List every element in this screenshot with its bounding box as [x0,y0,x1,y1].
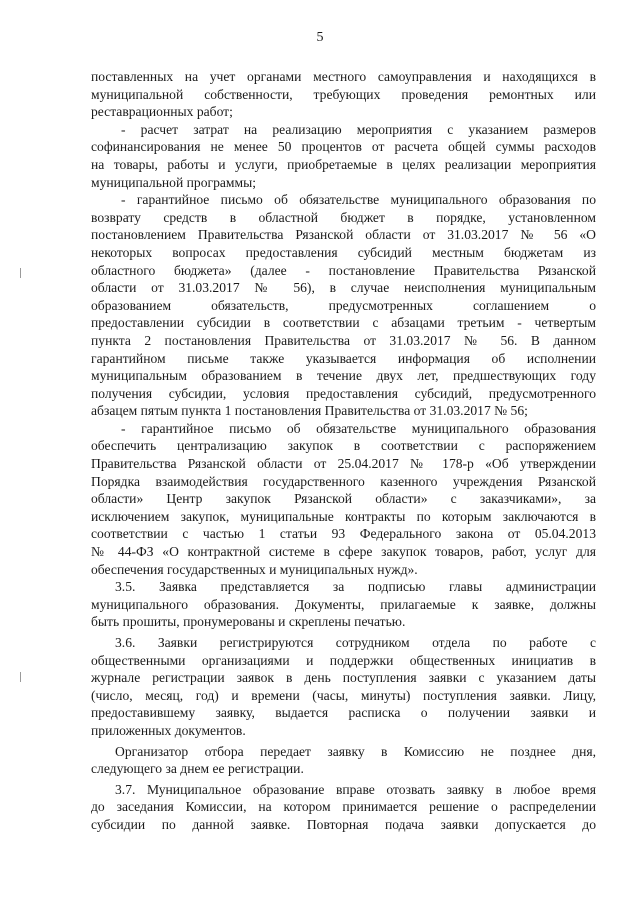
text-line: - гарантийное письмо об обязательстве муниципального образования [121,420,596,436]
text-line: быть прошиты, пронумерованы и скреплены печатью. [91,614,406,630]
text-line: Порядка взаимодействия государственного казенного учреждения Рязанской [91,473,596,489]
paragraph [91,743,596,778]
paragraph [91,191,596,420]
paragraph-3-7 [91,781,596,834]
text-line: приложенных документов. [91,722,246,738]
text-line: постановлением Правительства Рязанской области от 31.03.2017 № 56 «О [91,227,596,243]
text-line: Организатор отбора передает заявку в Комиссию не позднее дня, [115,743,596,759]
paragraph [91,68,596,121]
text-line: обеспечения государственных и муниципальных нужд». [91,561,418,577]
text-line: муниципальным образованием в течение двух лет, предшествующих году [91,368,596,384]
text-line: - расчет затрат на реализацию мероприятия с указанием размеров [121,121,596,137]
text-line: до заседания Комиссии, на котором принимается решение о распределении [91,799,596,815]
left-margin-mark [20,268,21,278]
text-line: 3.5. Заявка представляется за подписью главы администрации [115,579,596,595]
text-line: на товары, работы и услуги, приобретаемые в целях реализации мероприятия [91,156,596,172]
text-line: возврату средств в областной бюджет в порядке, установленном [91,209,596,225]
text-line: области от 31.03.2017 № 56), в случае неисполнения муниципальным [91,280,596,296]
text-line: следующего за днем ее регистрации. [91,761,304,777]
text-line: области» Центр закупок Рязанской области» с заказчиками», за [91,491,596,507]
paragraph [91,420,596,578]
text-line: областного бюджета» (далее - постановление Правительства Рязанской [91,262,596,278]
text-line: № 44-ФЗ «О контрактной системе в сфере закупок товаров, работ, услуг для [91,544,596,560]
text-line: предоставившему заявку, выдается расписка о получении заявки и [91,705,596,721]
text-line: пункта 2 постановления Правительства от 31.03.2017 № 56. В данном [91,332,596,348]
text-line: абзацем пятым пункта 1 постановления Правительства от 31.03.2017 № 56; [91,403,528,419]
text-line: обеспечить централизацию закупок в соответствии с распоряжением [91,438,596,454]
text-line: (число, месяц, год) и времени (часы, минуты) поступления заявки. Лицу, [91,687,596,703]
text-line: 3.7. Муниципальное образование вправе отозвать заявку в любое время [115,781,596,797]
text-line: субсидии по данной заявке. Повторная подача заявки допускается до [91,816,596,832]
text-line: софинансирования не менее 50 процентов от расчета общей суммы расходов [91,139,596,155]
document-body [91,68,596,834]
paragraph-3-5 [91,578,596,631]
text-line: - гарантийное письмо об обязательстве муниципального образования по [121,192,596,208]
text-line: журнале регистрации заявок в день поступления заявки с указанием даты [91,670,596,686]
text-line: муниципального образования. Документы, прилагаемые к заявке, должны [91,596,596,612]
text-line: получения субсидии, условия предоставления субсидий, предусмотренного [91,385,596,401]
text-line: муниципальной собственности, требующих проведения ремонтных или [91,86,596,102]
text-line: Правительства Рязанской области от 25.04.2017 № 178-р «Об утверждении [91,456,596,472]
left-margin-mark [20,672,21,682]
text-line: гарантийном письме также указывается информация об исполнении [91,350,596,366]
page-number: 5 [316,30,324,45]
paragraph-3-6 [91,634,596,740]
text-line: 3.6. Заявки регистрируются сотрудником отдела по работе с [115,635,596,650]
paragraph [91,121,596,191]
text-line: соответствии с частью 1 статьи 93 Федерального закона от 05.04.2013 [91,526,596,542]
text-line: предоставлении субсидии в соответствии с абзацами третьим - четвертым [91,315,596,331]
text-line: некоторых вопросах предоставления субсидий местным бюджетам из [91,244,596,260]
text-line: образованием обязательств, предусмотренных соглашением о [91,297,596,313]
text-line: исключением закупок, муниципальные контракты по которым заключаются в [91,508,596,524]
text-line: муниципальной программы; [91,174,257,190]
text-line: поставленных на учет органами местного самоуправления и находящихся в [91,69,596,84]
text-line: общественными организациями и поддержки общественных инициатив в [91,652,596,668]
text-line: реставрационных работ; [91,104,233,120]
